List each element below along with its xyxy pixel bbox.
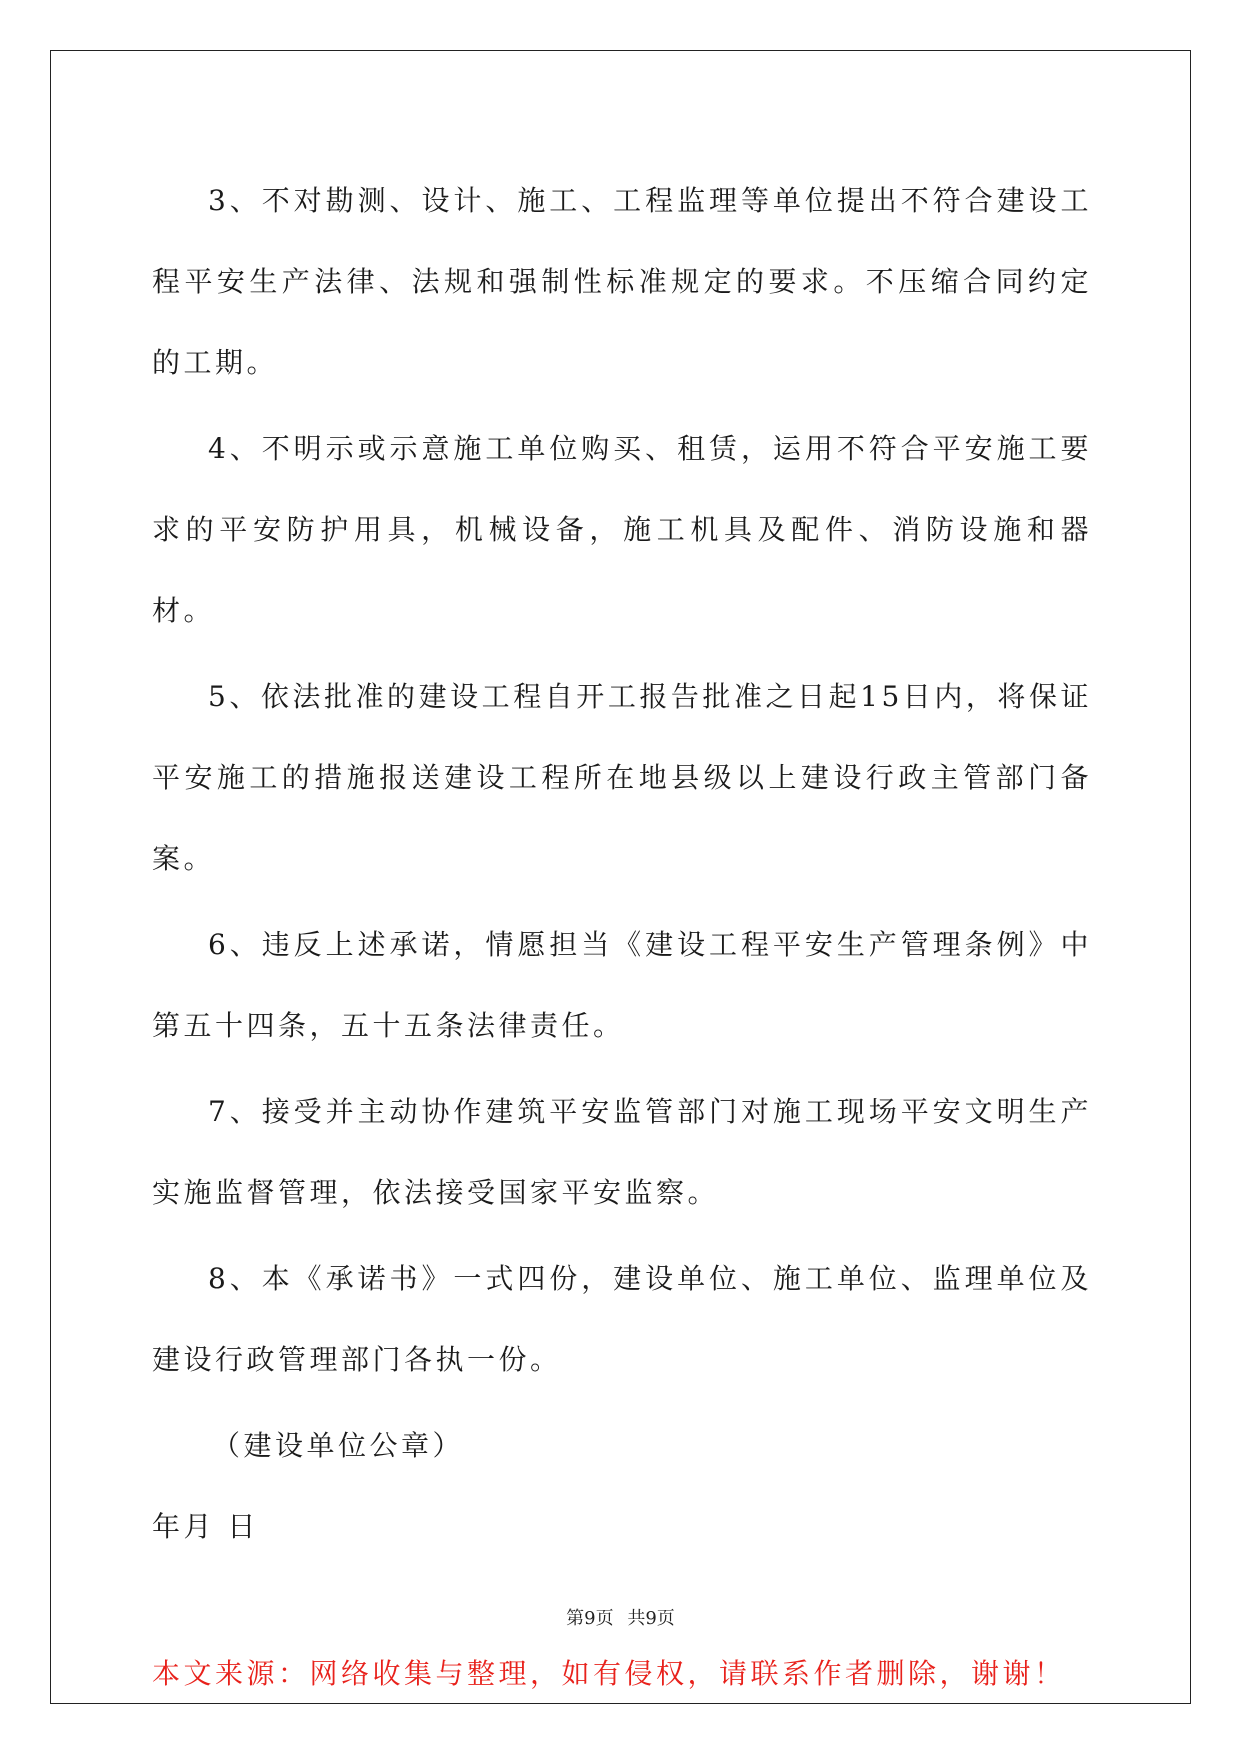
page-number: 第9页 bbox=[566, 1608, 614, 1629]
clause-6: 6、违反上述承诺，情愿担当《建设工程平安生产管理条例》中第五十四条，五十五条法律责任。 bbox=[152, 928, 1092, 1042]
seal-placeholder: （建设单位公章） bbox=[212, 1429, 465, 1462]
clause-4: 4、不明示或示意施工单位购买、租赁，运用不符合平安施工要求的平安防护用具，机械设备，施工机具及配件、消防设施和器材。 bbox=[152, 432, 1092, 627]
date-line: 年月 日 bbox=[152, 1510, 259, 1543]
clause-8: 8、本《承诺书》一式四份，建设单位、施工单位、监理单位及建设行政管理部门各执一份。 bbox=[152, 1262, 1092, 1376]
clause-3: 3、不对勘测、设计、施工、工程监理等单位提出不符合建设工程平安生产法律、法规和强制性标准规定的要求。不压缩合同约定的工期。 bbox=[152, 184, 1092, 379]
source-disclaimer: 本文来源：网络收集与整理，如有侵权，请联系作者删除，谢谢！ bbox=[152, 1657, 1066, 1690]
clause-7: 7、接受并主动协作建筑平安监管部门对施工现场平安文明生产实施监督管理，依法接受国家平安监察。 bbox=[152, 1095, 1092, 1209]
document-body bbox=[152, 160, 1092, 1714]
clause-5: 5、依法批准的建设工程自开工报告批准之日起15日内，将保证平安施工的措施报送建设工程所在地县级以上建设行政主管部门备案。 bbox=[152, 680, 1092, 875]
page-footer bbox=[0, 1604, 1241, 1630]
page-total: 共9页 bbox=[627, 1608, 675, 1629]
